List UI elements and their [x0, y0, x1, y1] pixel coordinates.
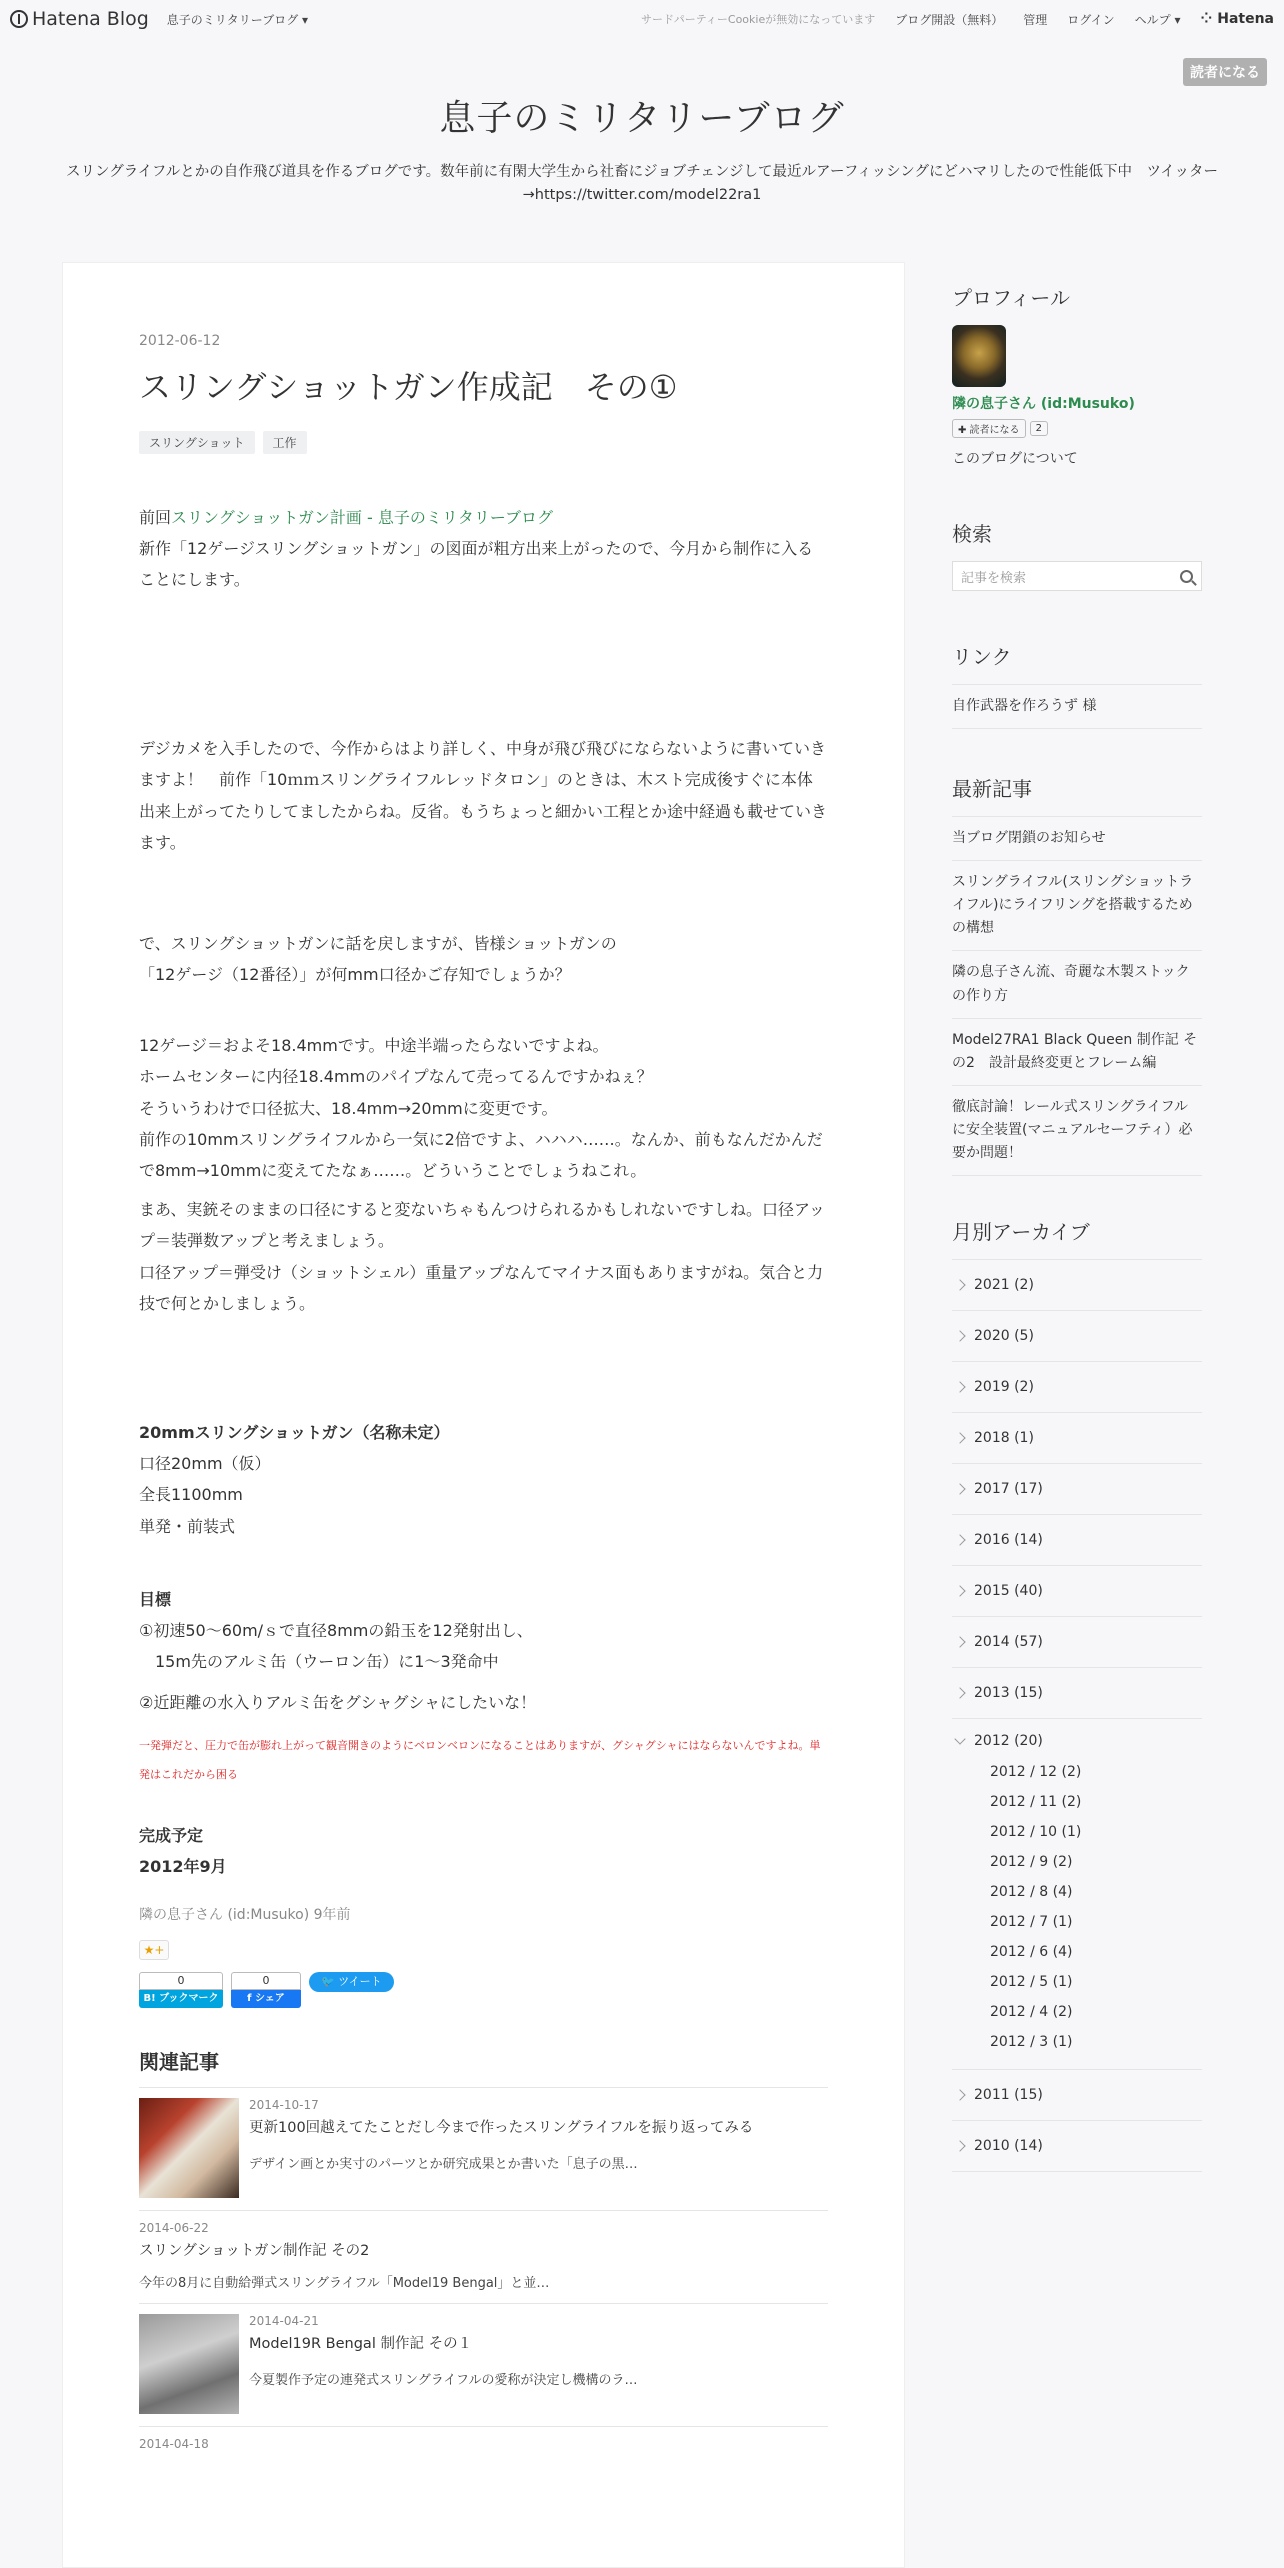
recent-entry-link[interactable]: Model27RA1 Black Queen 制作記 その2 設計最終変更とフレーム編: [952, 1019, 1202, 1086]
archive-year[interactable]: [952, 1515, 1202, 1566]
hatena-brand-link[interactable]: [1201, 11, 1275, 27]
paragraph: まあ、実銃そのままの口径にすると変ないちゃもんつけられるかもしれないですしね。口径アップ＝装弾数アップと考えましょう。: [139, 1200, 825, 1251]
bookmark-count: 0: [139, 1972, 223, 1990]
chevron-right-icon: [954, 1534, 965, 1545]
prev-prefix: 前回: [139, 507, 172, 527]
goal-line: ②近距離の水入りアルミ缶をグシャグシャにしたいな！: [139, 1693, 537, 1713]
related-date: 2014-06-22: [139, 2221, 209, 2236]
archive-year-label: 2014 (57): [974, 1634, 1043, 1651]
chevron-right-icon: [954, 1279, 965, 1290]
archive-year-label: 2021 (2): [974, 1277, 1034, 1294]
avatar[interactable]: [952, 325, 1006, 387]
archive-year-expanded[interactable]: [952, 1719, 1202, 2070]
archive-year-label: 2017 (17): [974, 1481, 1043, 1498]
spec-line: 全長1100mm: [139, 1485, 243, 1505]
related-item[interactable]: [139, 2088, 828, 2211]
archive-year[interactable]: [952, 1311, 1202, 1362]
chevron-right-icon: [954, 1381, 965, 1392]
archive-year-label: 2015 (40): [974, 1583, 1043, 1600]
archive-month-link[interactable]: 2012 / 6 (4): [990, 1944, 1073, 1961]
category-tag[interactable]: スリングショット: [139, 431, 255, 454]
logo-text: Hatena Blog: [32, 8, 149, 30]
archive-year[interactable]: [952, 1668, 1202, 1719]
related-title-link[interactable]: Model19R Bengal 制作記 その１: [249, 2336, 473, 2353]
prev-article-link[interactable]: スリングショットガン計画 - 息子のミリタリーブログ: [171, 507, 554, 527]
facebook-count: 0: [231, 1972, 301, 1990]
facebook-share[interactable]: [231, 1972, 301, 2008]
main-content: [62, 262, 905, 2568]
chevron-down-icon[interactable]: [954, 1733, 965, 1744]
paragraph: 口径アップ＝弾受け（ショットシェル）重量アップなんてマイナス面もありますがね。気合と力技で何とかしましょう。: [139, 1262, 824, 1313]
related-title: 関連記事: [139, 2046, 828, 2088]
archive-year[interactable]: [952, 1464, 1202, 1515]
hatena-bookmark-share[interactable]: [139, 1972, 223, 2008]
hatena-blog-logo[interactable]: [10, 8, 149, 30]
blog-title-area: [0, 90, 1284, 207]
archive-year[interactable]: [952, 1617, 1202, 1668]
search-module: [952, 518, 1202, 591]
add-star-button[interactable]: ★+: [139, 1940, 169, 1960]
cookie-notice[interactable]: サードパーティーCookieが無効になっています: [640, 13, 876, 26]
archive-year-label: 2016 (14): [974, 1532, 1043, 1549]
archive-year[interactable]: [952, 2121, 1202, 2172]
paragraph: で、スリングショットガンに話を戻しますが、皆様ショットガンの: [139, 933, 617, 953]
entry-categories: [139, 431, 828, 454]
related-thumbnail[interactable]: [139, 2314, 239, 2414]
blog-description: スリングライフルとかの自作飛び道具を作るブログです。数年前に有閑大学生から社畜にジョブチェンジして最近ルアーフィッシングにどハマリしたので性能低下中 ツイッター→https://twitter.com/model22ra1: [65, 164, 1219, 204]
archive-month-link[interactable]: 2012 / 4 (2): [990, 2004, 1073, 2021]
entry: [63, 333, 904, 2451]
blog-switcher[interactable]: 息子のミリタリーブログ ▾: [166, 12, 309, 27]
goal-line: 15m先のアルミ缶（ウーロン缶）に1〜3発命中: [139, 1652, 499, 1672]
archive-month-link[interactable]: 2012 / 3 (1): [990, 2034, 1073, 2051]
recent-entry-link[interactable]: 徹底討論！レール式スリングライフルに安全装置(マニュアルセーフティ）必要か問題！: [952, 1086, 1202, 1176]
follow-button[interactable]: ✚ 読者になる: [952, 419, 1026, 438]
search-icon[interactable]: [1180, 570, 1193, 583]
hatena-dots-icon: ⁘: [1200, 11, 1213, 27]
links-module: [952, 641, 1202, 729]
entry-author-meta[interactable]: 隣の息子さん (id:Musuko) 9年前: [139, 1907, 351, 1924]
related-item[interactable]: [139, 2427, 828, 2451]
related-title-link[interactable]: 更新100回越えてたことだし今まで作ったスリングライフルを振り返ってみる: [249, 2120, 754, 2137]
related-title-link[interactable]: スリングショットガン制作記 その2: [139, 2243, 370, 2260]
chevron-right-icon: [954, 1483, 965, 1494]
paragraph: 前作の10mmスリングライフルから一気に2倍ですよ、ハハハ……。なんか、前もなんだかんだで8mm→10mmに変えてたなぁ……。どういうことでしょうねこれ。: [139, 1129, 823, 1181]
archive-module: [952, 1216, 1202, 2172]
spec-line: 口径20mm（仮）: [139, 1454, 271, 1474]
profile-name-link[interactable]: 隣の息子さん (id:Musuko): [952, 396, 1135, 412]
chevron-right-icon: [954, 1432, 965, 1443]
entry-date[interactable]: 2012-06-12: [139, 333, 221, 349]
archive-month-link[interactable]: 2012 / 10 (1): [990, 1824, 1082, 1841]
hatena-brand-text: Hatena: [1217, 11, 1274, 27]
archive-year-label: 2010 (14): [974, 2138, 1043, 2155]
subscribe-button[interactable]: 読者になる: [1183, 58, 1267, 86]
chevron-right-icon: [954, 1687, 965, 1698]
archive-month-link[interactable]: 2012 / 7 (1): [990, 1914, 1073, 1931]
paragraph: 「12ゲージ（12番径）」が何mm口径かご存知でしょうか？: [139, 965, 571, 985]
profile-module: [952, 282, 1202, 468]
recent-module: [952, 773, 1202, 1176]
archive-year-label[interactable]: 2012 (20): [974, 1733, 1043, 1750]
chevron-right-icon: [954, 2089, 965, 2100]
plan-title: 完成予定: [139, 1825, 204, 1845]
global-header: [0, 0, 1284, 38]
recent-entry-link[interactable]: スリングライフル(スリングショットライフル)にライフリングを搭載するための構想: [952, 861, 1202, 951]
chevron-right-icon: [954, 2140, 965, 2151]
archive-year-label: 2011 (15): [974, 2087, 1043, 2104]
bookmark-button[interactable]: B! ブックマーク: [139, 1990, 223, 2008]
archive-year[interactable]: [952, 1260, 1202, 1311]
entry-body: [139, 502, 828, 1882]
paragraph: ホームセンターに内径18.4mmのパイプなんて売ってるんですかねぇ？: [139, 1067, 653, 1087]
archive-month-link[interactable]: 2012 / 8 (4): [990, 1884, 1073, 1901]
plan-date: 2012年9月: [139, 1856, 227, 1876]
paragraph: 12ゲージ＝およそ18.4mmです。中途半端ったらないですよね。: [139, 1036, 609, 1056]
help-menu[interactable]: ヘルプ ▾: [1134, 12, 1181, 27]
paragraph: 新作「12ゲージスリングショットガン」の図面が粗方出来上がったので、今月から制作に入ることにします。: [139, 538, 814, 589]
related-date: 2014-04-21: [249, 2314, 319, 2329]
about-blog-link[interactable]: このブログについて: [952, 451, 1078, 467]
share-buttons: [139, 1972, 828, 2008]
chevron-right-icon: [954, 1330, 965, 1341]
goal-title: 目標: [139, 1589, 172, 1609]
search-input[interactable]: [952, 561, 1202, 591]
category-tag[interactable]: 工作: [263, 431, 307, 454]
paragraph: そういうわけで口径拡大、18.4mm→20mmに変更です。: [139, 1098, 558, 1118]
create-blog-link[interactable]: ブログ開設（無料）: [895, 12, 1004, 27]
archive-year-label: 2013 (15): [974, 1685, 1043, 1702]
related-date: 2014-10-17: [249, 2098, 319, 2113]
sidebar-link[interactable]: 自作武器を作ろうず 様: [952, 685, 1202, 729]
related-item[interactable]: [139, 2211, 828, 2304]
login-link[interactable]: ログイン: [1067, 12, 1115, 27]
archive-month-link[interactable]: 2012 / 11 (2): [990, 1794, 1082, 1811]
related-snippet: 今夏製作予定の連発式スリングライフルの愛称が決定し機構のラ…: [249, 2373, 638, 2389]
paragraph: デジカメを入手したので、今作からはより詳しく、中身が飛び飛びにならないように書いていきますよ！ 前作「10ｍｍスリングライフルレッドタロン」のときは、木スト完成後すぐに本体出来上がってたりしてましたからね。反省。もうちょっと細かい工程とか途中経過も載せていきます。: [139, 739, 828, 852]
archive-year[interactable]: [952, 1566, 1202, 1617]
spec-line: 単発・前装式: [139, 1516, 236, 1536]
prev-line: [139, 502, 828, 533]
hatena-blog-logo-icon: [10, 10, 28, 28]
entry-title[interactable]: スリングショットガン作成記 その①: [139, 368, 678, 406]
archive-month-link[interactable]: 2012 / 12 (2): [990, 1764, 1082, 1781]
goal-line: ①初速50〜60m/ｓで直径8mmの鉛玉を12発射出し、: [139, 1620, 533, 1640]
spec-title: 20mmスリングショットガン（名称未定）: [139, 1422, 450, 1442]
related-date: 2014-04-18: [139, 2437, 209, 2452]
archive-heading: 月別アーカイブ: [952, 1220, 1090, 1245]
search-heading: 検索: [952, 522, 992, 546]
links-heading: リンク: [952, 645, 1012, 669]
sidebar: [952, 282, 1202, 2222]
search-placeholder: 記事を検索: [961, 570, 1027, 586]
archive-year[interactable]: [952, 1362, 1202, 1413]
note-text: 一発弾だと、圧力で缶が膨れ上がって観音開きのようにベロンベロンになることはありますが、グシャグシャにはならないんですよね。単発はこれだから困る: [139, 1739, 821, 1782]
recent-entry-link[interactable]: 隣の息子さん流、奇麗な木製ストックの作り方: [952, 951, 1202, 1018]
related-thumbnail[interactable]: [139, 2098, 239, 2198]
profile-heading: プロフィール: [952, 286, 1070, 310]
follower-count[interactable]: 2: [1030, 421, 1048, 436]
archive-year-label: 2019 (2): [974, 1379, 1034, 1396]
chevron-right-icon: [954, 1636, 965, 1647]
admin-link[interactable]: 管理: [1023, 12, 1048, 27]
chevron-right-icon: [954, 1585, 965, 1596]
archive-year-label: 2020 (5): [974, 1328, 1034, 1345]
recent-entry-link[interactable]: 当ブログ閉鎖のお知らせ: [952, 817, 1202, 861]
archive-year[interactable]: [952, 2070, 1202, 2121]
related-item[interactable]: [139, 2304, 828, 2427]
related-snippet: デザイン画とか実寸のパーツとか研究成果とか書いた「息子の黒…: [249, 2157, 638, 2173]
archive-year[interactable]: [952, 1413, 1202, 1464]
blog-title[interactable]: 息子のミリタリーブログ: [439, 98, 845, 139]
archive-month-link[interactable]: 2012 / 9 (2): [990, 1854, 1073, 1871]
facebook-share-button[interactable]: f シェア: [231, 1990, 301, 2008]
archive-month-link[interactable]: 2012 / 5 (1): [990, 1974, 1073, 1991]
related-snippet: 今年の8月に自動給弾式スリングライフル「Model19 Bengal」と並…: [139, 2276, 550, 2292]
recent-heading: 最新記事: [952, 777, 1032, 802]
archive-year-label: 2018 (1): [974, 1430, 1034, 1447]
tweet-button[interactable]: 🐦 ツイート: [309, 1972, 394, 1992]
